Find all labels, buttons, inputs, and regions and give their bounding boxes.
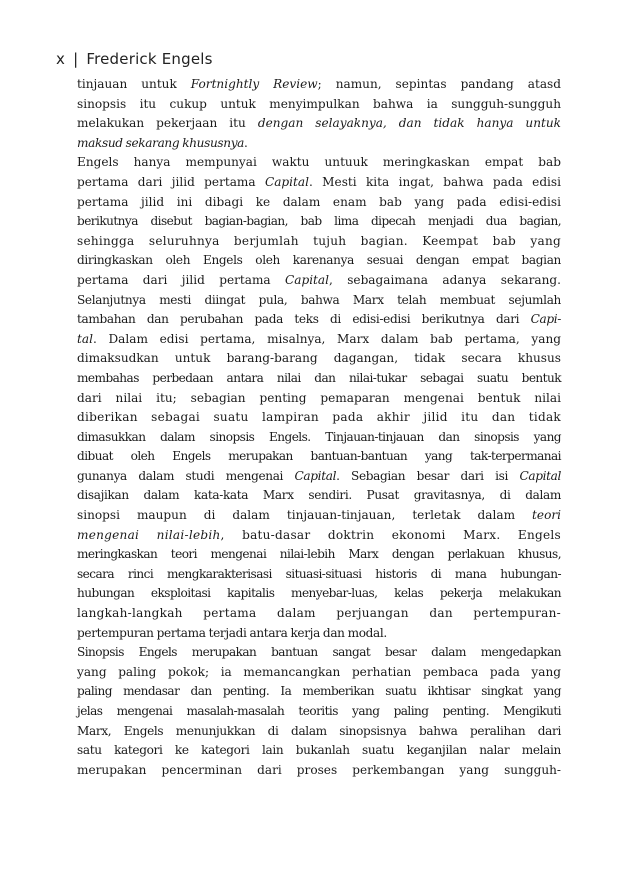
text-run: melakukan pekerjaan itu [77, 116, 258, 131]
text-line [77, 193, 561, 213]
italic-text: tal [77, 331, 93, 346]
text-run: diberikan sebagai suatu lampiran pada akhir jilid itu dan tidak [77, 410, 561, 425]
text-run: jelas mengenai masalah-masalah teoritis yang paling penting. Mengikuti [77, 704, 561, 718]
text-line [77, 624, 561, 644]
text-line [77, 330, 561, 350]
text-line [77, 114, 561, 134]
text-line [77, 310, 561, 330]
italic-text: Capital [284, 272, 329, 287]
text-run: Selanjutnya mesti diingat pula, bahwa Marx telah membuat sejumlah [77, 292, 561, 307]
italic-text: dengan selayaknya, dan tidak hanya untuk [257, 116, 561, 131]
text-line [77, 526, 561, 546]
text-line [77, 349, 561, 369]
text-run: gunanya dalam studi mengenai [77, 468, 295, 483]
text-line [77, 663, 561, 683]
text-run: Engels hanya mempunyai waktu untuuk meringkaskan empat bab [77, 155, 561, 170]
text-line [77, 232, 561, 252]
text-line [77, 486, 561, 506]
text-line [77, 506, 561, 526]
text-run: tambahan dan perubahan pada teks di edisi-edisi berikutnya dari [77, 312, 531, 327]
text-run: diringkaskan oleh Engels oleh karenanya sesuai dengan empat bagian [77, 253, 561, 268]
text-line [77, 95, 561, 115]
text-run: . Sebagian besar dari isi [336, 468, 520, 483]
italic-text: mengenai nilai-lebih [77, 527, 221, 542]
text-run: disajikan dalam kata-kata Marx sendiri. Pusat gravitasnya, di dalam [77, 488, 561, 503]
italic-text: teori [532, 508, 561, 523]
text-run: pertempuran pertama terjadi antara kerja dan modal. [77, 625, 387, 640]
text-line [77, 369, 561, 389]
text-run: . [244, 135, 248, 150]
text-run: ; namun, sepintas pandang atasd [317, 77, 561, 91]
text-run: paling mendasar dan penting. Ia memberikan suatu ikhtisar singkat yang [77, 684, 561, 699]
text-line [77, 761, 561, 781]
body-text [77, 75, 561, 780]
text-run: . Mesti kita ingat, bahwa pada edisi [308, 174, 561, 189]
text-line [77, 389, 561, 409]
text-run: Sinopsis Engels merupakan bantuan sangat besar dalam mengedapkan [77, 645, 561, 660]
text-line [77, 212, 561, 232]
text-run: dari nilai itu; sebagian penting pemaparan mengenai bentuk nilai [77, 390, 561, 405]
text-run: merupakan pencerminan dari proses perkembangan yang sungguh- [77, 762, 561, 777]
text-run: sehingga seluruhnya berjumlah tujuh bagian. Keempat bab yang [77, 233, 561, 248]
text-run: , sebagaimana adanya sekarang. [329, 272, 561, 287]
text-run: sinopsi maupun di dalam tinjauan-tinjauan, terletak dalam [77, 508, 533, 523]
text-line [77, 173, 561, 193]
text-run: tinjauan untuk [77, 77, 191, 91]
text-run: membahas perbedaan antara nilai dan nilai-tukar sebagai suatu bentuk [77, 370, 561, 385]
text-run: meringkaskan teori mengenai nilai-lebih Marx dengan perlakuan khusus, [77, 547, 561, 562]
text-run: dibuat oleh Engels merupakan bantuan-bantuan yang tak-terpermanai [77, 449, 561, 464]
text-run: hubungan eksploitasi kapitalis menyebar-luas, kelas pekerja melakukan [77, 586, 561, 601]
author-name: Frederick Engels [86, 50, 213, 68]
italic-text: Capital [519, 468, 562, 483]
running-head [56, 50, 213, 68]
text-line [77, 251, 561, 271]
text-run: sinopsis itu cukup untuk menyimpulkan bahwa ia sungguh-sungguh [77, 96, 561, 111]
text-line [77, 75, 561, 95]
text-line [77, 428, 561, 448]
text-line [77, 584, 561, 604]
text-run: langkah-langkah pertama dalam perjuangan dan pertempuran- [77, 606, 561, 621]
text-line [77, 643, 561, 663]
text-line [77, 722, 561, 742]
italic-text: maksud sekarang khususnya [77, 135, 245, 150]
text-line [77, 604, 561, 624]
text-line [77, 153, 561, 173]
text-run: dimaksudkan untuk barang-barang dagangan, tidak secara khusus [77, 351, 561, 366]
text-run: satu kategori ke kategori lain bukanlah suatu keganjilan nalar melain [77, 743, 561, 758]
text-run: . Dalam edisi pertama, misalnya, Marx dalam bab pertama, yang [92, 331, 561, 346]
text-line [77, 682, 561, 702]
text-run: , batu-dasar doktrin ekonomi Marx. Engels [220, 527, 561, 542]
text-run: pertama jilid ini dibagi ke dalam enam bab yang pada edisi-edisi [77, 194, 561, 209]
text-run: pertama dari jilid pertama [77, 272, 285, 287]
italic-text: Fortnightly Review [190, 77, 318, 91]
text-run: dimasukkan dalam sinopsis Engels. Tinjauan-tinjauan dan sinopsis yang [77, 429, 561, 444]
text-run: pertama dari jilid pertama [77, 174, 265, 189]
text-line [77, 134, 561, 154]
text-line [77, 408, 561, 428]
text-run: yang paling pokok; ia memancangkan perhatian pembaca pada yang [77, 664, 561, 679]
text-line [77, 702, 561, 722]
text-line [77, 565, 561, 585]
text-run: secara rinci mengkarakterisasi situasi-situasi historis di mana hubungan- [77, 566, 561, 581]
text-run: Marx, Engels menunjukkan di dalam sinopsisnya bahwa peralihan dari [77, 723, 561, 738]
text-run: berikutnya disebut bagian-bagian, bab lima dipecah menjadi dua bagian, [77, 214, 561, 229]
text-line [77, 545, 561, 565]
header-separator: | [73, 50, 79, 68]
text-line [77, 467, 561, 487]
text-line [77, 741, 561, 761]
text-line [77, 271, 561, 291]
page-number: x [56, 50, 66, 68]
text-line [77, 291, 561, 311]
italic-text: Capital [264, 174, 309, 189]
italic-text: Capi- [530, 312, 561, 327]
italic-text: Capital [294, 468, 337, 483]
text-line [77, 447, 561, 467]
